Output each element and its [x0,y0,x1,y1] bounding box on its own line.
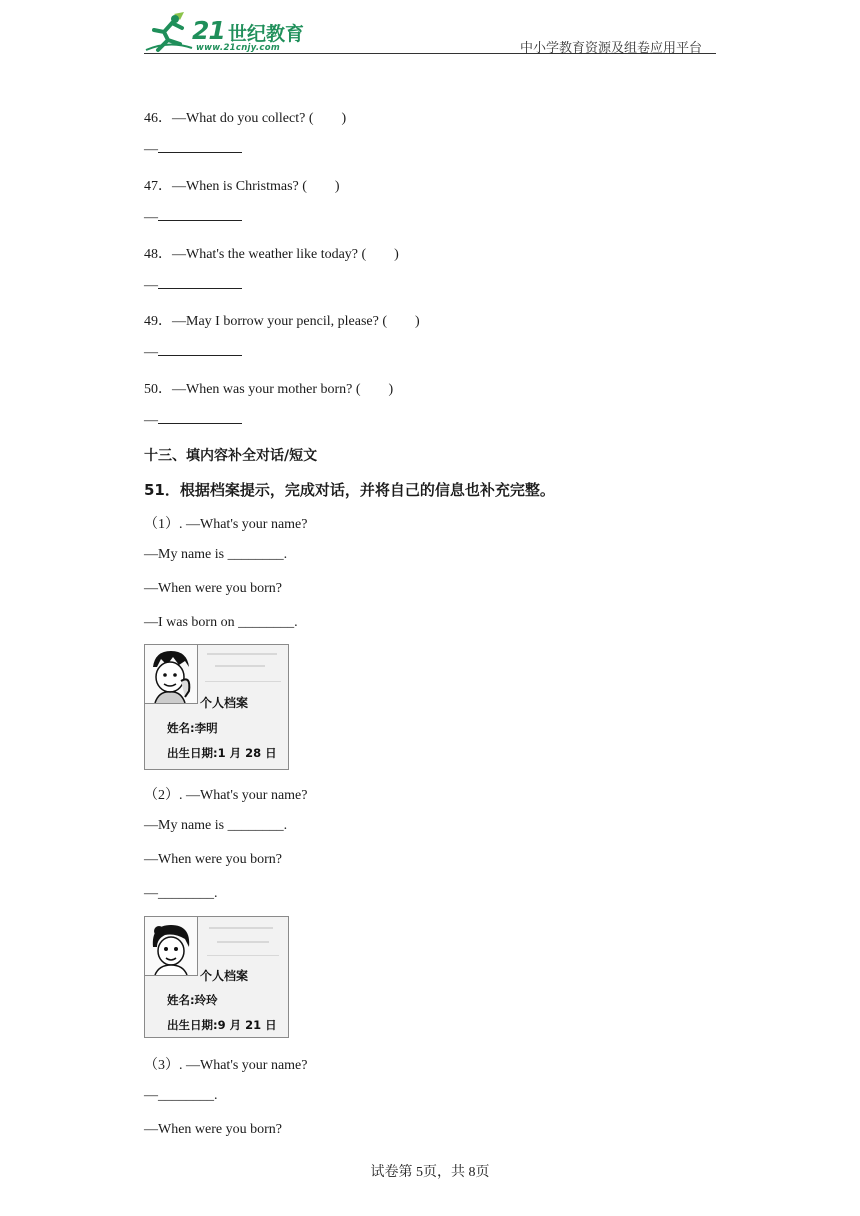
part3-line-2[interactable]: —________. [144,1088,218,1103]
part3-line-3: —When were you born? [144,1122,283,1137]
header-divider [144,53,716,54]
question-46: 46．—What do you collect? ( ) [144,111,347,126]
logo-text: 世纪教育 [228,23,305,45]
question-47: 47．—When is Christmas? ( ) [144,179,340,194]
photo-frame [145,645,198,704]
answer-line-48[interactable] [144,278,242,294]
answer-underline [158,413,242,424]
site-logo[interactable] [144,10,314,54]
card-name: 姓名:玲玲 [167,993,218,1007]
part2-line-2[interactable]: —My name is ________. [144,818,288,833]
profile-card-1 [144,644,289,770]
part1-line-2[interactable]: —My name is ________. [144,547,288,562]
question-48: 48．—What's the weather like today? ( ) [144,247,399,262]
card-birthdate: 出生日期:9 月 21 日 [167,1018,277,1032]
question-50: 50．—When was your mother born? ( ) [144,382,394,397]
boy-portrait-icon [145,645,197,703]
section-heading: 十三、填内容补全对话/短文 [144,448,318,464]
scan-artifact [205,681,281,682]
card-name: 姓名:李明 [167,721,218,735]
answer-dash: — [144,345,158,360]
logo-number: 21 [192,16,225,45]
part2-line-4[interactable]: —________. [144,886,218,901]
answer-dash: — [144,278,158,293]
answer-dash: — [144,210,158,225]
answer-dash: — [144,413,158,428]
photo-frame [145,917,198,976]
part1-line-3: —When were you born? [144,581,283,596]
running-figure-icon [144,10,194,54]
logo-url: www.21cnjy.com [196,43,280,53]
page-footer: 试卷第 5页，共 8页 [370,1165,490,1180]
answer-dash: — [144,142,158,157]
page-header [144,8,716,55]
part1-line-1: （1）. —What's your name? [144,517,308,532]
scan-artifact [209,927,273,929]
answer-line-49[interactable] [144,345,242,361]
girl-portrait-icon [145,917,197,975]
answer-underline [158,210,242,221]
scan-artifact [207,955,279,956]
answer-line-50[interactable] [144,413,242,429]
answer-underline [158,278,242,289]
part2-line-1: （2）. —What's your name? [144,788,308,803]
answer-underline [158,345,242,356]
part3-line-1: （3）. —What's your name? [144,1058,308,1073]
card-birthdate: 出生日期:1 月 28 日 [167,746,277,760]
answer-underline [158,142,242,153]
part1-line-4[interactable]: —I was born on ________. [144,615,298,630]
scan-artifact [215,665,265,667]
card-title: 个人档案 [200,696,249,710]
question-51-title: 51．根据档案提示，完成对话，并将自己的信息也补充完整。 [144,481,555,499]
scan-artifact [217,941,269,943]
question-49: 49．—May I borrow your pencil, please? ( ) [144,314,420,329]
part2-line-3: —When were you born? [144,852,283,867]
card-title: 个人档案 [200,969,249,983]
profile-card-2 [144,916,289,1038]
answer-line-47[interactable] [144,210,242,226]
answer-line-46[interactable] [144,142,242,158]
scan-artifact [207,653,277,655]
platform-name: 中小学教育资源及组卷应用平台 [519,41,702,56]
